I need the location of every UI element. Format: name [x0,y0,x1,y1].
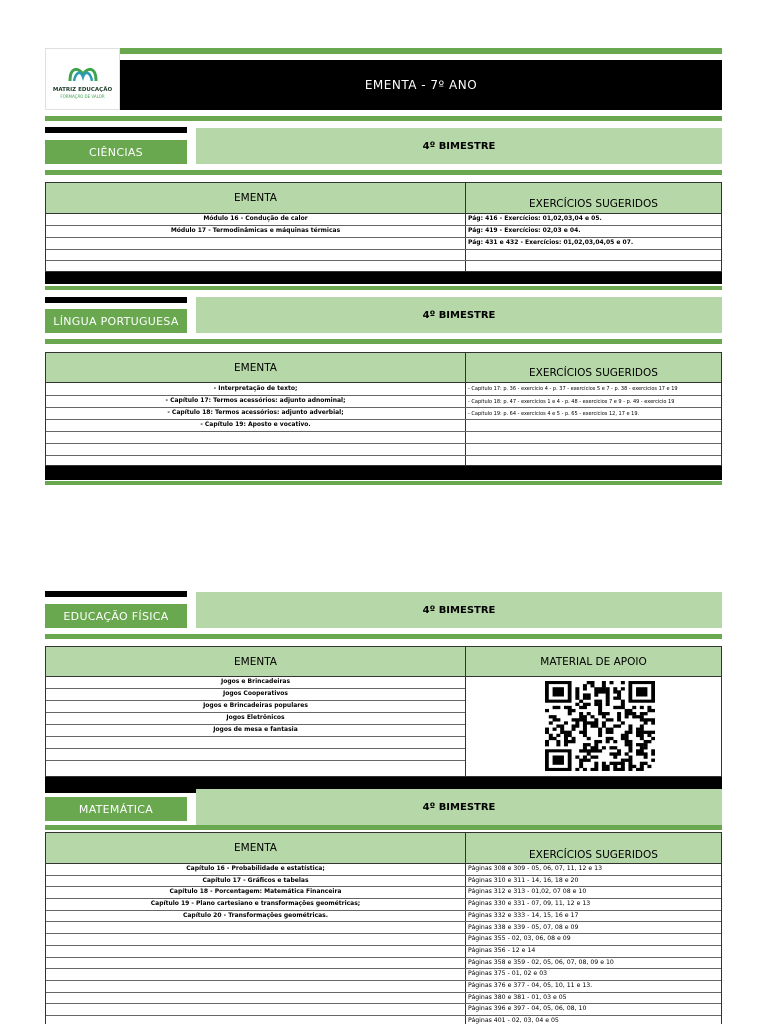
col-header-ementa: EMENTA [46,833,465,864]
section-stripe [45,825,722,830]
table-row: Jogos e Brincadeiras [46,677,465,689]
col-header-exercicios: EXERCÍCIOS SUGERIDOS [466,183,721,214]
table-row: Páginas 396 e 397 - 04, 05, 06, 08, 10 [46,1004,721,1016]
table-row: - Capítulo 19: Aposto e vocativo. [46,420,721,432]
table-row: Jogos Eletrônicos [46,713,465,725]
table-row: Jogos de mesa e fantasia [46,725,465,737]
table-row: Páginas 376 e 377 - 04, 05, 10, 11 e 13. [46,981,721,993]
section-stripe [45,286,722,290]
table-row: Capítulo 16 - Probabilidade e estatística; Páginas 308 e 309 - 05, 06, 07, 11, 12 e 13 [46,864,721,876]
section-divider-black [45,272,722,284]
table-matematica [45,832,722,1024]
table-row [46,432,721,444]
section-stripe [45,481,722,485]
bimestre-label: 4º BIMESTRE [196,128,722,164]
col-header-exercicios: EXERCÍCIOS SUGERIDOS [466,353,721,383]
table-row: - Capítulo 17: Termos acessórios: adjunto adnominal; - Capítulo 18: p. 47 - exercícios 1 e 4 - p. 48 - exercícios 7 e 9 - p. 49 - exercício 19 [46,396,721,408]
table-row [46,749,465,761]
table-row: Capítulo 17 - Gráficos e tabelas Páginas 310 e 311 - 14, 16, 18 e 20 [46,876,721,888]
subject-tab-portugues: LÍNGUA PORTUGUESA [45,309,187,333]
table-row: - Interpretação de texto; - Capítulo 17: p. 36 - exercício 4 - p. 37 - exercícios 5 e 7 - p. 38 - exercícios 17 e 19 [46,383,721,396]
table-row: Módulo 17 - Termodinâmicas e máquinas térmicas Pág: 419 - Exercícios: 02,03 e 04. [46,226,721,238]
logo-tagline: FORMAÇÃO DE VALOR [60,94,105,99]
qr-code-icon[interactable] [545,681,655,771]
table-row [46,444,721,456]
table-row: Módulo 16 - Condução de calor Pág: 416 - Exercícios: 01,02,03,04 e 05. [46,214,721,226]
table-row: Capítulo 20 - Transformações geométricas. Páginas 332 e 333 - 14, 15, 16 e 17 [46,911,721,923]
table-row [46,250,721,261]
bimestre-label: 4º BIMESTRE [196,297,722,333]
table-row: Páginas 401 - 02, 03, 04 e 05 [46,1016,721,1024]
table-row: Páginas 355 - 02, 03, 06, 08 e 09 [46,934,721,946]
table-row: Jogos e Brincadeiras populares [46,701,465,713]
header-bottom-stripe [45,116,722,121]
table-row: - Capítulo 18: Termos acessórios: adjunto adverbial; - Capítulo 19: p. 64 - exercícios 4 e 5 - p. 65 - exercícios 12, 17 e 19. [46,408,721,420]
section-stripe [45,170,722,175]
table-row: Páginas 375 - 01, 02 e 03 [46,969,721,981]
col-header-ementa: EMENTA [46,183,465,214]
section-stripe [45,634,722,639]
top-green-stripe [120,48,722,54]
bimestre-label: 4º BIMESTRE [196,592,722,628]
table-row: Jogos Cooperativos [46,689,465,701]
col-header-exercicios: EXERCÍCIOS SUGERIDOS [466,833,721,864]
subject-tab-ed-fisica: EDUCAÇÃO FÍSICA [45,604,187,628]
table-row [46,737,465,749]
col-header-ementa: EMENTA [46,353,465,383]
logo-box [45,48,120,110]
section-divider-black [45,466,722,480]
table-row: Páginas 356 - 12 e 14 [46,946,721,958]
col-header-material: MATERIAL DE APOIO [466,647,721,677]
table-row: Capítulo 18 - Porcentagem: Matemática Financeira Páginas 312 e 313 - 01,02, 07 08 e 10 [46,887,721,899]
subject-tab-matematica: MATEMÁTICA [45,797,187,821]
table-row: Páginas 358 e 359 - 02, 05, 06, 07, 08, 09 e 10 [46,958,721,970]
subject-black-bar [45,127,187,133]
table-ed-fisica [45,646,722,777]
matriz-logo-icon [68,63,98,85]
subject-black-bar [45,591,187,597]
table-ciencias [45,182,722,272]
table-portugues [45,352,722,466]
bimestre-label: 4º BIMESTRE [196,789,722,825]
col-header-ementa: EMENTA [46,647,465,677]
subject-tab-ciencias: CIÊNCIAS [45,140,187,164]
section-stripe [45,339,722,344]
table-row: Pág: 431 e 432 - Exercícios: 01,02,03,04,05 e 07. [46,238,721,250]
subject-black-bar [45,297,187,303]
table-row: Capítulo 19 - Plano cartesiano e transformações geométricas; Páginas 330 e 331 - 07, 09, 11, 12 e 13 [46,899,721,911]
table-row: Páginas 338 e 339 - 05, 07, 08 e 09 [46,923,721,935]
table-row: Páginas 380 e 381 - 01, 03 e 05 [46,993,721,1005]
page-title: EMENTA - 7º ANO [120,60,722,110]
logo-name: MATRIZ EDUCAÇÃO [52,87,113,93]
